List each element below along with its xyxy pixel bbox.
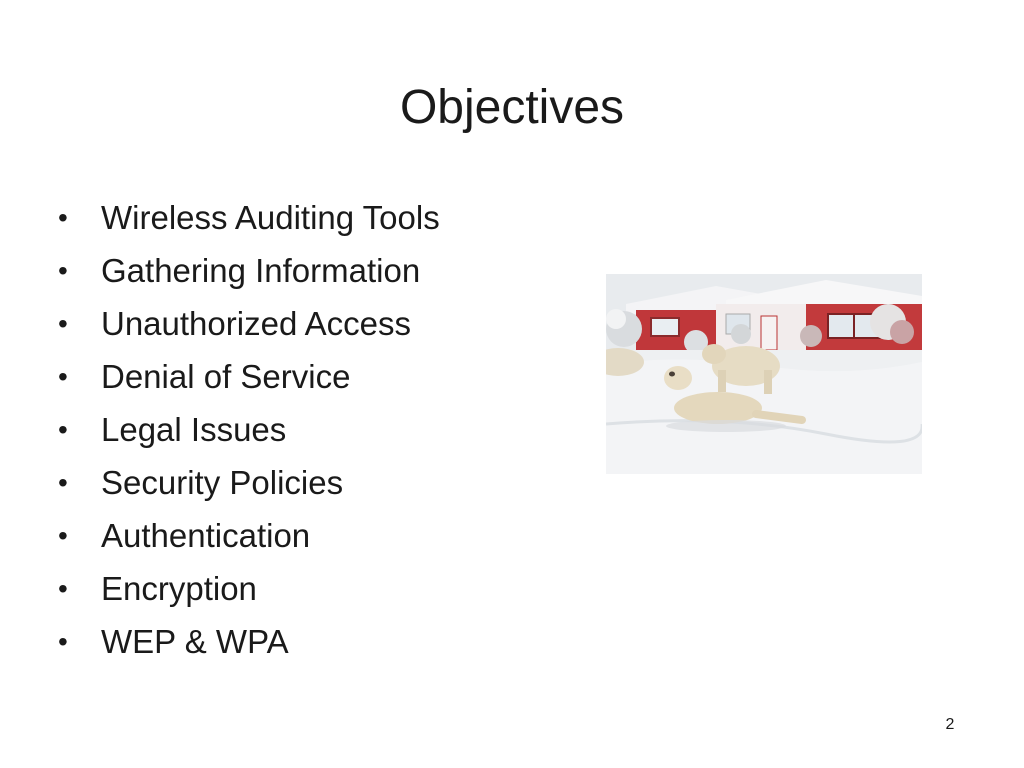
bullet-text: Unauthorized Access <box>101 305 412 342</box>
bullet-icon: • <box>58 467 68 498</box>
bullet-text: Legal Issues <box>101 411 287 448</box>
bullet-text: Gathering Information <box>101 252 421 289</box>
bullet-text: Authentication <box>101 517 311 554</box>
polar-bears-photo-icon <box>606 274 922 474</box>
bullet-text: WEP & WPA <box>101 623 289 660</box>
bullet-icon: • <box>58 308 68 339</box>
bullet-icon: • <box>58 573 68 604</box>
bullet-icon: • <box>58 361 68 392</box>
page-number: 2 <box>945 716 955 733</box>
polar-bears-photo <box>606 274 922 474</box>
bullet-icon: • <box>58 202 68 233</box>
bullet-icon: • <box>58 414 68 445</box>
bullet-icon: • <box>58 520 68 551</box>
bullet-text: Denial of Service <box>101 358 351 395</box>
bullet-text: Encryption <box>101 570 257 607</box>
bullet-text: Wireless Auditing Tools <box>101 199 440 236</box>
bullet-text: Security Policies <box>101 464 344 501</box>
bullet-icon: • <box>58 626 68 657</box>
slide-title: Objectives <box>399 81 625 134</box>
bullet-icon: • <box>58 255 68 286</box>
